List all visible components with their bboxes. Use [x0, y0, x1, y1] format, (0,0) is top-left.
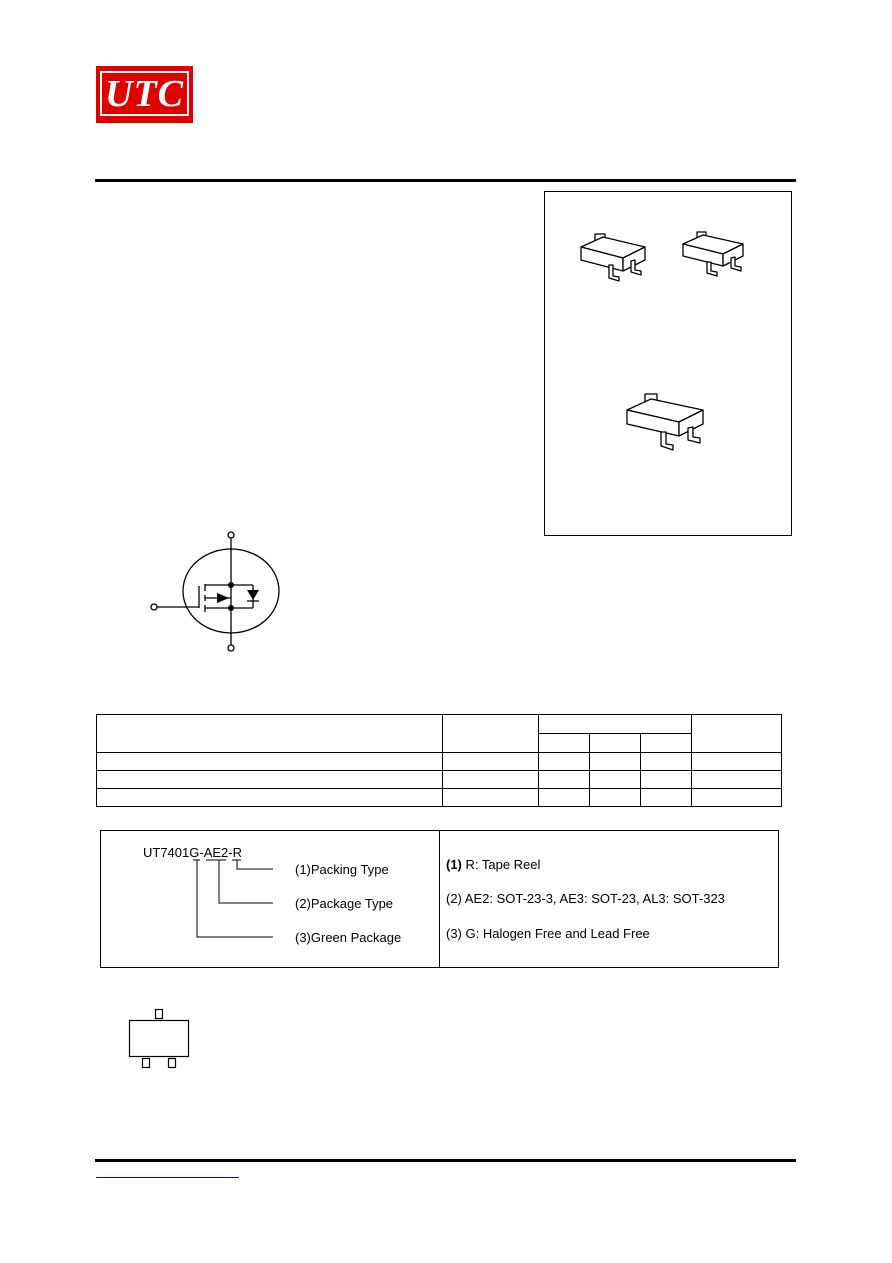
table-row — [97, 771, 782, 789]
ordering-divider — [439, 831, 440, 967]
logo-text: UTC — [105, 72, 184, 115]
note-packing-prefix: (1) — [446, 857, 462, 872]
utc-logo — [96, 66, 193, 123]
package-sot23-3-icon — [581, 234, 645, 281]
header-rule — [95, 179, 796, 182]
note-packing-text: R: Tape Reel — [461, 857, 541, 872]
package-type-label: (2)Package Type — [295, 896, 394, 911]
logo-frame — [100, 71, 189, 116]
note-package: (2) AE2: SOT-23-3, AE3: SOT-23, AL3: SOT-323 — [446, 891, 725, 906]
spec-table — [96, 714, 782, 807]
package-sot323-icon — [683, 232, 743, 276]
footer-rule — [95, 1159, 796, 1162]
package-box — [544, 191, 792, 536]
table-row — [97, 753, 782, 771]
p-channel-mosfet-symbol-icon — [145, 528, 285, 654]
part-number: UT7401G-AE2-R — [143, 845, 242, 860]
ordering-box — [100, 830, 779, 968]
note-green: (3) G: Halogen Free and Lead Free — [446, 926, 650, 941]
green-package-label: (3)Green Package — [295, 930, 402, 945]
table-row — [97, 789, 782, 807]
package-marking-icon — [126, 1006, 194, 1070]
sot-package-icon — [545, 192, 791, 535]
website-link[interactable] — [96, 1167, 239, 1178]
package-sot23-icon — [627, 394, 703, 450]
packing-type-label: (1)Packing Type — [295, 862, 389, 877]
table-header-row — [97, 715, 782, 734]
note-packing — [446, 858, 540, 871]
